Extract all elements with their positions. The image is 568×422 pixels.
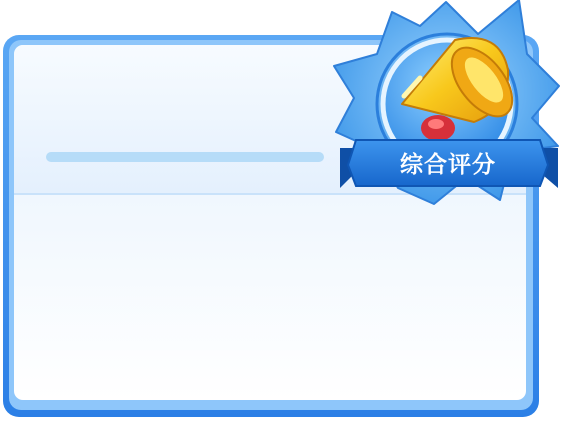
badge-ribbon xyxy=(340,140,558,188)
badge-label: 综合评分 xyxy=(400,152,496,178)
title-placeholder-bar xyxy=(46,152,324,162)
score-badge xyxy=(334,0,559,204)
